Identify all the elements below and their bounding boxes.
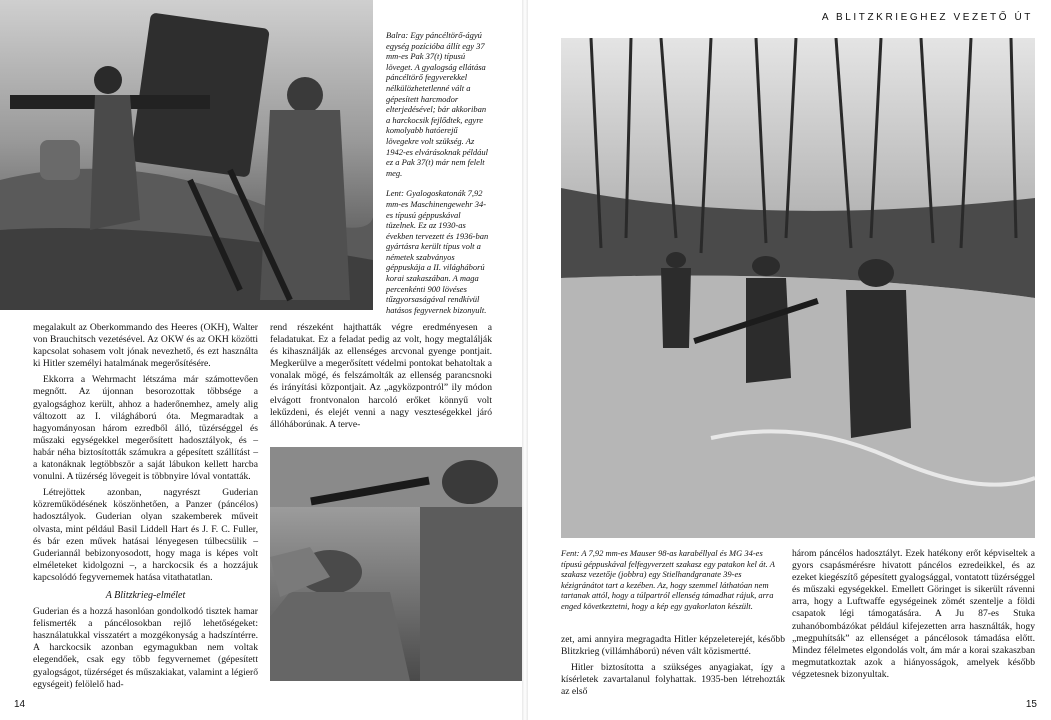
paragraph: rend részeként hajthatták végre eredményesen a feladatukat. Ez a feladat pedig az volt, hogy megtalálják és kihasználják az ellenséges arcvonal gyenge pontjait. Megkerülve a megerősített védelmi pontokat behatoltak a vonalak mögé, és felszámolták az ellenség parancsnoki és irányítási központjait. Az „agyközpontról” ily módon elvágott frontvonalon harcoló erőket könnyű volt lekűzdeni, és elejét venni a nagy veszteségekkel járó állóháborúnak. A terve- [270, 322, 492, 430]
caption-machinegun: Lent: Gyalogoskatonák 7,92 mm-es Maschinengewehr 34-es típusú géppuskával tüzelnek. Ez az 1930-as években tervezett és 1936-ban gyártásra került típus volt a németek szabványos géppuskája a II. világháború korai szakaszában. A maga percenkénti 900 lövéses tűzgyorsaságával rendkívül hatásos fegyvernek bizonyult. [386, 188, 489, 315]
caption-text: Fent: A 7,92 mm-es Mauser 98-as karabéllyal és MG 34-es típusú géppuskával felfegyverzett szakasz egy patakon kel át. A szakasz vezetője (jobbra) egy Stielhandgranate 39-es kézigránátot tart a kezében. Az, hogy szemmel láthatóan nem tartanak attól, hogy a túlpartról ellenség támadhat rájuk, arra enged következtetni, hogy a kép egy gyakorlaton készült. [561, 548, 775, 611]
section-heading: A Blitzkrieg-elmélet [105, 589, 186, 601]
paragraph: Ekkorra a Wehrmacht létszáma már számottevően megnőtt. Az újonnan besorozottak többsége a gyalogsághoz került, ahhoz a haderőnemhez, amely alig változott az I. világháború óta. Megmaradtak a hagyományosan három ezredből álló, tüzérséggel és műszaki egységekkel megerősített hadosztályok, és – habár néha biztosították számukra a gépesített szállítást – a katonáknak legtöbbször a saját lábukon kellett harcba vonulni. A tüzérség lövegeit is többnyire lóval vontatták. [33, 374, 258, 483]
antitank-gun-image [0, 0, 373, 310]
machinegun-crew-image [270, 447, 524, 681]
photo-machinegun-crew [270, 447, 524, 681]
paragraph: zet, ami annyira megragadta Hitler képzeleterejét, később Blitzkrieg (villámháború) néven vált közismertté. [561, 634, 785, 658]
photo-stream-crossing [561, 38, 1035, 538]
paragraph: három páncélos hadosztályt. Ezek hatékony erőt képviseltek a gyors csapásmérésre hivatott páncélos ezredeikkel, és az ezeket kiegészítő gépesített gyalogsággal, vontatott tüzérséggel és műszaki egységekkel. Emellett Göringet is sikerült rávenni arra, hogy a Luftwaffe egységeinek zömét szentelje a földi csapatok légi támogatására. A Ju 87-es Stuka zuhanóbombázókat például kifejezetten arra használták, hogy „megpuhítsák” az ellenséget a páncélosok támadása előtt. Mindez félelmetes elgondolás volt, ám már a korai szakaszban megmutatkoztak azok a hiányosságok, amelyek később végzetesnek bizonyultak. [792, 548, 1035, 680]
left-page [0, 0, 522, 720]
left-column-2 [270, 322, 492, 435]
right-page [528, 0, 1051, 720]
page-number-right: 15 [1025, 699, 1037, 710]
paragraph: Létrejöttek azonban, nagyrészt Guderian közreműködésének köszönhetően, a Panzer (páncélos) hadosztályok. Guderian olyan szakemberek műveit olvasta, mint például Basil Liddell Hart és J. F. C. Fuller, és bár ezen művek hatásai lényegesen túlbecsülik – Guderiannál bebizonyosodott, hogy maga is képes volt elméleteket kidolgozni –, a harckocsik és a hozzájuk kapcsolódó fegyvernemek hatása vitathatatlan. [33, 487, 258, 583]
caption-antitank: Balra: Egy páncéltörő-ágyú egység pozícióba állít egy 37 mm-es Pak 37(t) típusú löveget. A gyalogság ellátása páncéltörő fegyverekkel nélkülözhetetlenné vált a gépesített harcmodor elterjedésével; bár akkoriban a harckocsik fejlődtek, egyre komolyabb hatóerejű lövegekre volt szükség. Az 1942-es elvárásoknak például ez a Pak 37(t) már nem felelt meg. [386, 30, 488, 178]
photo-antitank-gun [0, 0, 373, 310]
right-column-2 [792, 548, 1035, 685]
stream-crossing-image [561, 38, 1035, 538]
running-head: A BLITZKRIEGHEZ VEZETŐ ÚT [821, 12, 1033, 23]
caption-left-page [386, 30, 490, 325]
right-column-1 [561, 634, 785, 702]
paragraph: megalakult az Oberkommando des Heeres (OKH), Walter von Brauchitsch vezetésével. Az OKW és az OKH közötti kapcsolat sohasem volt jónak nevezhető, és ezt használta ki Hitler személyi hatalmának megerősítésére. [33, 322, 258, 370]
left-column-1 [33, 322, 258, 695]
caption-stream-crossing [561, 548, 785, 622]
page-number-left: 14 [14, 699, 26, 710]
paragraph: Guderian és a hozzá hasonlóan gondolkodó tisztek hamar felismerték a páncélosokban rejlő lehetőségeket: használatukkal visszatért a mozgékonyság a hadszíntérre. A harckocsik azonban egymagukban nem voltak elegendőek, csak egy több fegyvernemet (gépesített gyalogságot, tüzérséget és műszakiakat, valamint a légierő egységeit) felölelő had- [33, 606, 258, 690]
paragraph: Hitler biztosította a szükséges anyagiakat, így a kísérletek zavartalanul folyhattak. 1935-ben létrehozták az első [561, 662, 785, 698]
